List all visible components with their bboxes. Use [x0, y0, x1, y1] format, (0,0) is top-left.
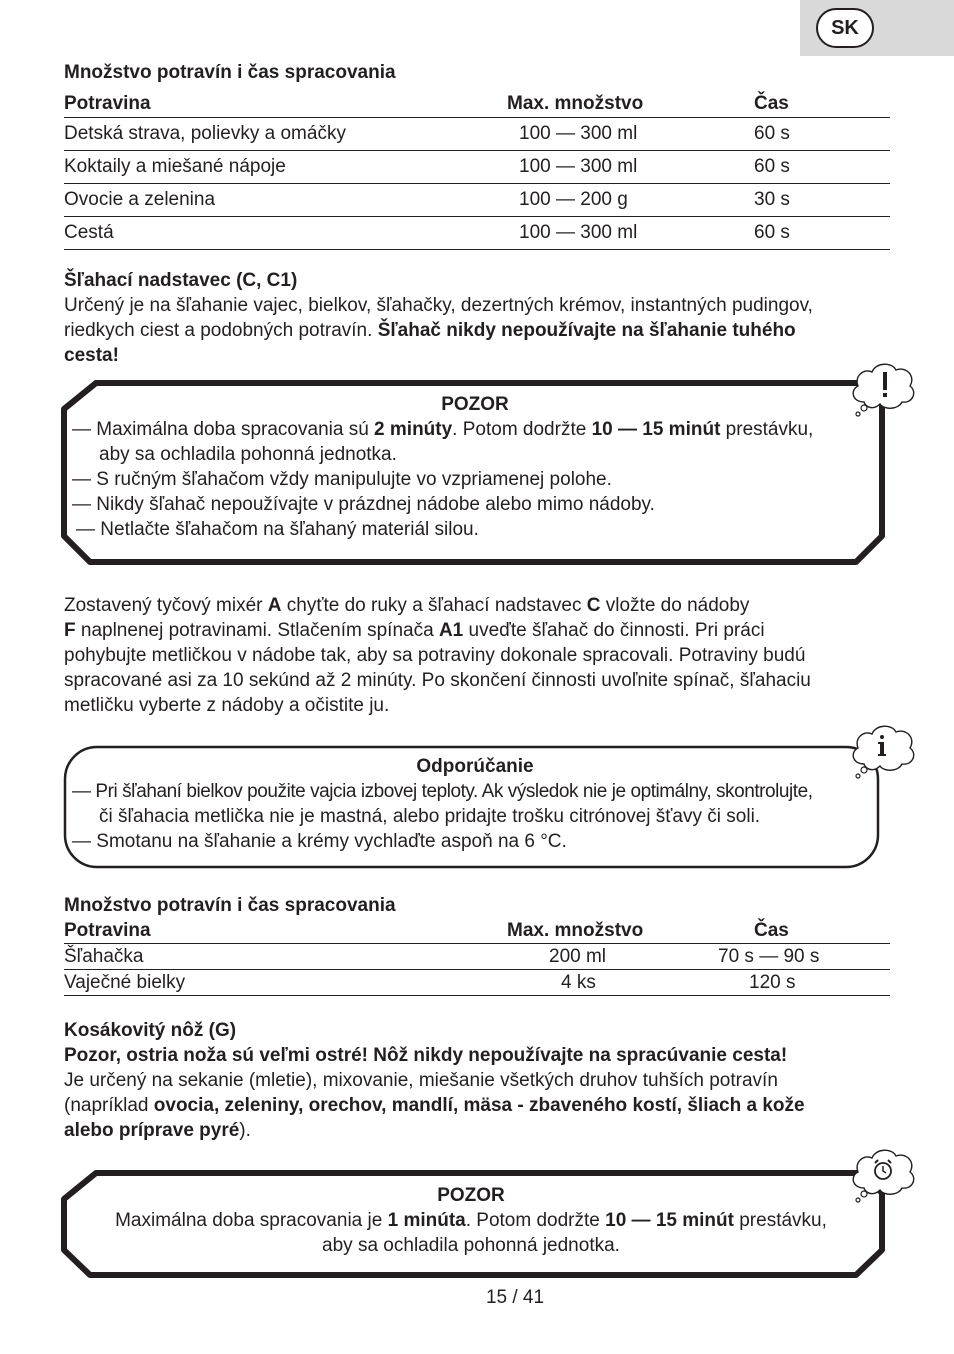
header-food: Potravina	[64, 920, 151, 941]
tip-line-2: či šľahacia metlička nie je mastná, alebo pridajte trošku citrónovej šťavy či soli.	[99, 806, 761, 827]
cell-amount: 200 ml	[549, 946, 607, 967]
instr-text: pohybujte metličkou v nádobe tak, aby sa potraviny dokonale spracovali. Potraviny budú	[64, 645, 806, 666]
header-food: Potravina	[64, 93, 151, 114]
instr-ref: C	[586, 595, 601, 616]
caution-emphasis: 10 — 15 minút	[605, 1210, 734, 1231]
caution-emphasis: 1 minúta	[387, 1210, 466, 1231]
table2	[64, 918, 890, 996]
cell-time: 120 s	[749, 972, 796, 993]
caution-line-2: aby sa ochladila pohonná jednotka.	[322, 1235, 620, 1256]
caution-text: . Potom dodržte	[465, 1210, 606, 1231]
whisk-title: Šľahací nadstavec (C, C1)	[64, 270, 298, 291]
caution-line-5: — Netlačte šľahačom na šľahaný materiál silou.	[76, 519, 479, 540]
table1-title: Množstvo potravín i čas spracovania	[64, 62, 396, 83]
caution-heading: POZOR	[437, 1185, 505, 1206]
caution-text: Maximálna doba spracovania je	[115, 1210, 388, 1231]
caution-heading: POZOR	[441, 394, 509, 415]
instr-text: spracované asi za 10 sekúnd až 2 minúty. Po skončení činnosti uvoľnite spínač, šľahaciu	[64, 670, 811, 691]
instr-ref: F	[64, 620, 76, 641]
cell-food: Ovocie a zelenina	[64, 189, 216, 210]
instr-text: vložte do nádoby	[600, 595, 750, 616]
knife-text-1: Je určený na sekanie (mletie), mixovanie, miešanie všetkých druhov tuhších potravín	[64, 1070, 778, 1091]
knife-warning: Pozor, ostria noža sú veľmi ostré! Nôž nikdy nepoužívajte na spracúvanie cesta!	[64, 1045, 788, 1066]
instr-text: chyťte do ruky a šľahací nadstavec	[281, 595, 587, 616]
whisk-section	[64, 268, 894, 368]
caution-line-1	[72, 1208, 870, 1233]
knife-title: Kosákovitý nôž (G)	[64, 1020, 237, 1041]
tip-box	[72, 754, 878, 854]
knife-text: (napríklad	[64, 1095, 154, 1116]
cell-time: 30 s	[754, 189, 790, 210]
caution-text: . Potom dodržte	[452, 419, 592, 440]
caution-text: prestávku,	[733, 1210, 827, 1231]
cell-amount: 100 — 200 g	[519, 189, 628, 210]
instr-text: uveďte šľahač do činnosti. Pri práci	[463, 620, 765, 641]
header-max-amount: Max. množstvo	[507, 920, 644, 941]
table1	[64, 88, 890, 250]
cell-time: 60 s	[754, 123, 790, 144]
table-row	[64, 151, 890, 184]
cell-time: 60 s	[754, 222, 790, 243]
language-tab	[800, 0, 954, 56]
tip-line-1: — Pri šľahaní bielkov použite vajcia izbovej teploty. Ak výsledok nie je optimálny, skontrolujte,	[72, 781, 813, 802]
caution-box-1	[72, 392, 878, 542]
instr-text: Zostavený tyčový mixér	[64, 595, 268, 616]
whisk-text-2: riedkych ciest a podobných potravín.	[64, 320, 378, 341]
cell-amount: 100 — 300 ml	[519, 222, 638, 243]
table2-header	[64, 918, 890, 944]
table1-header	[64, 88, 890, 118]
caution-line-1	[72, 417, 878, 442]
cell-amount: 4 ks	[561, 972, 596, 993]
language-badge: SK	[816, 8, 874, 48]
page-number: 15 / 41	[485, 1287, 545, 1308]
instr-text: metličku vyberte z nádoby a očistite ju.	[64, 695, 390, 716]
caution-line-3: — S ručným šľahačom vždy manipulujte vo vzpriamenej polohe.	[72, 469, 612, 490]
whisk-text-1: Určený je na šľahanie vajec, bielkov, šľahačky, dezertných krémov, instantných pudingov,	[64, 295, 813, 316]
table2-title: Množstvo potravín i čas spracovania	[64, 895, 396, 916]
table-row	[64, 118, 890, 151]
table-row	[64, 970, 890, 996]
caution-line-4: — Nikdy šľahač nepoužívajte v prázdnej nádobe alebo mimo nádoby.	[72, 494, 655, 515]
cell-food: Vaječné bielky	[64, 972, 186, 993]
table-row	[64, 217, 890, 250]
caution-box-2	[72, 1183, 870, 1258]
instr-ref: A	[267, 595, 282, 616]
header-time: Čas	[754, 93, 789, 114]
cell-food: Detská strava, polievky a omáčky	[64, 123, 346, 144]
caution-text: prestávku,	[720, 419, 814, 440]
cell-food: Koktaily a miešané nápoje	[64, 156, 286, 177]
table-row	[64, 944, 890, 970]
cell-food: Šľahačka	[64, 946, 144, 967]
cell-time: 60 s	[754, 156, 790, 177]
whisk-warning-end: cesta!	[64, 345, 119, 366]
cell-amount: 100 — 300 ml	[519, 156, 638, 177]
tip-heading: Odporúčanie	[416, 756, 534, 777]
caution-emphasis: 2 minúty	[374, 419, 453, 440]
tip-line-3: — Smotanu na šľahanie a krémy vychlaďte aspoň na 6 °C.	[72, 831, 567, 852]
knife-section	[64, 1018, 894, 1143]
instr-ref: A1	[438, 620, 464, 641]
instructions-paragraph	[64, 593, 894, 718]
knife-emphasis: ovocia, zeleniny, orechov, mandlí, mäsa - zbaveného kostí, šliach a kože	[153, 1095, 805, 1116]
instr-text: naplnenej potravinami. Stlačením spínača	[75, 620, 439, 641]
whisk-warning: Šľahač nikdy nepoužívajte na šľahanie tuhého	[377, 320, 796, 341]
caution-line-2: aby sa ochladila pohonná jednotka.	[99, 444, 397, 465]
knife-emphasis: alebo príprave pyré	[64, 1120, 240, 1141]
caution-emphasis: 10 — 15 minút	[591, 419, 721, 440]
cell-food: Cestá	[64, 222, 114, 243]
table-row	[64, 184, 890, 217]
cell-time: 70 s — 90 s	[718, 946, 820, 967]
knife-text: ).	[239, 1120, 251, 1141]
cell-amount: 100 — 300 ml	[519, 123, 638, 144]
header-max-amount: Max. množstvo	[507, 93, 644, 114]
header-time: Čas	[754, 920, 789, 941]
caution-text: — Maximálna doba spracovania sú	[72, 419, 375, 440]
